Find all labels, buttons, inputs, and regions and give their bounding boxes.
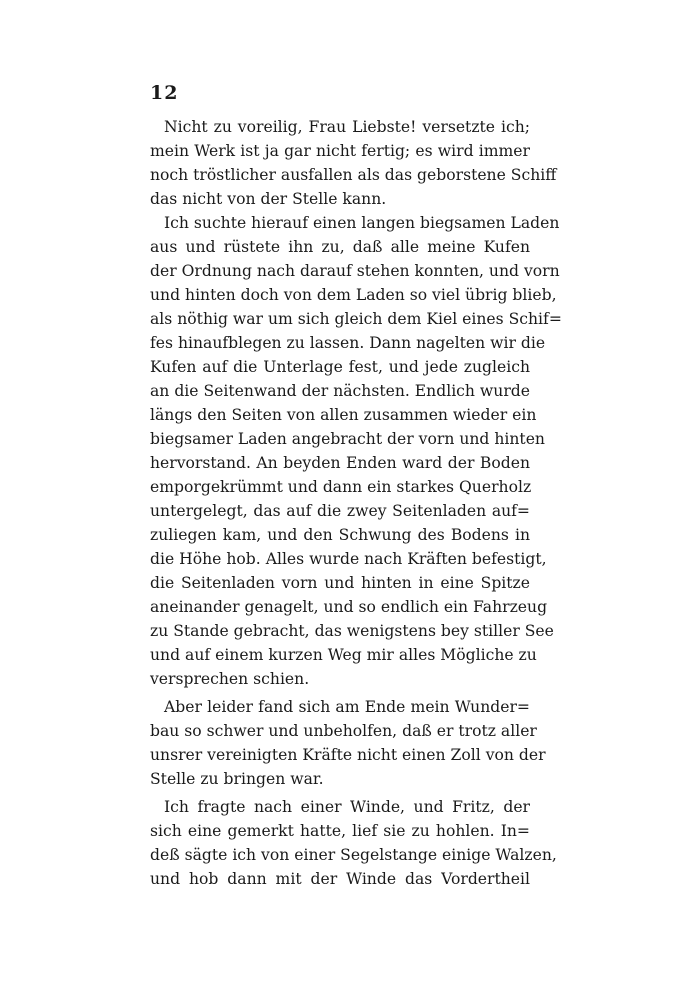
text-line: längs den Seiten von allen zusammen wieder ein	[150, 406, 537, 424]
text-line: Kufen auf die Unterlage fest, und jede zugleich	[150, 358, 530, 376]
text-line: und hob dann mit der Winde das Vordertheil	[150, 870, 530, 888]
text-line: die Höhe hob. Alles wurde nach Kräften befestigt,	[150, 550, 547, 568]
text-line: Ich suchte hierauf einen langen biegsamen Laden	[164, 214, 560, 232]
text-line: der Ordnung nach darauf stehen konnten, und vorn	[150, 262, 560, 280]
text-line: Nicht zu voreilig, Frau Liebste! versetzte ich;	[164, 118, 530, 136]
text-line: untergelegt, das auf die zwey Seitenladen auf=	[150, 502, 530, 520]
text-line: deß sägte ich von einer Segelstange einige Walzen,	[150, 846, 557, 864]
text-line: bau so schwer und unbeholfen, daß er trotz aller	[150, 722, 537, 740]
text-line: Aber leider fand sich am Ende mein Wunder=	[164, 698, 530, 716]
text-line: mein Werk ist ja gar nicht fertig; es wird immer	[150, 142, 530, 160]
text-line: und auf einem kurzen Weg mir alles Mögliche zu	[150, 646, 537, 664]
page-number: 12	[150, 82, 179, 104]
text-line: Ich fragte nach einer Winde, und Fritz, der	[164, 798, 530, 816]
text-line: als nöthig war um sich gleich dem Kiel eines Schif=	[150, 310, 562, 328]
text-line: an die Seitenwand der nächsten. Endlich wurde	[150, 382, 530, 400]
text-line: zu Stande gebracht, das wenigstens bey stiller See	[150, 622, 554, 640]
text-line: emporgekrümmt und dann ein starkes Querholz	[150, 478, 532, 496]
text-line: zuliegen kam, und den Schwung des Bodens in	[150, 526, 530, 544]
text-line: die Seitenladen vorn und hinten in eine Spitze	[150, 574, 530, 592]
text-line: Stelle zu bringen war.	[150, 770, 324, 788]
text-line: aneinander genagelt, und so endlich ein Fahrzeug	[150, 598, 548, 616]
text-line: hervorstand. An beyden Enden ward der Boden	[150, 454, 530, 472]
text-line: biegsamer Laden angebracht der vorn und hinten	[150, 430, 545, 448]
text-line: aus und rüstete ihn zu, daß alle meine Kufen	[150, 238, 530, 256]
text-line: sich eine gemerkt hatte, lief sie zu hohlen. In=	[150, 822, 530, 840]
text-line: unsrer vereinigten Kräfte nicht einen Zoll von der	[150, 746, 546, 764]
text-line: und hinten doch von dem Laden so viel übrig blieb,	[150, 286, 557, 304]
text-line: noch tröstlicher ausfallen als das geborstene Schiff	[150, 166, 557, 184]
text-line: das nicht von der Stelle kann.	[150, 190, 387, 208]
text-line: fes hinaufblegen zu lassen. Dann nagelten wir die	[150, 334, 546, 352]
text-line: versprechen schien.	[150, 670, 310, 688]
